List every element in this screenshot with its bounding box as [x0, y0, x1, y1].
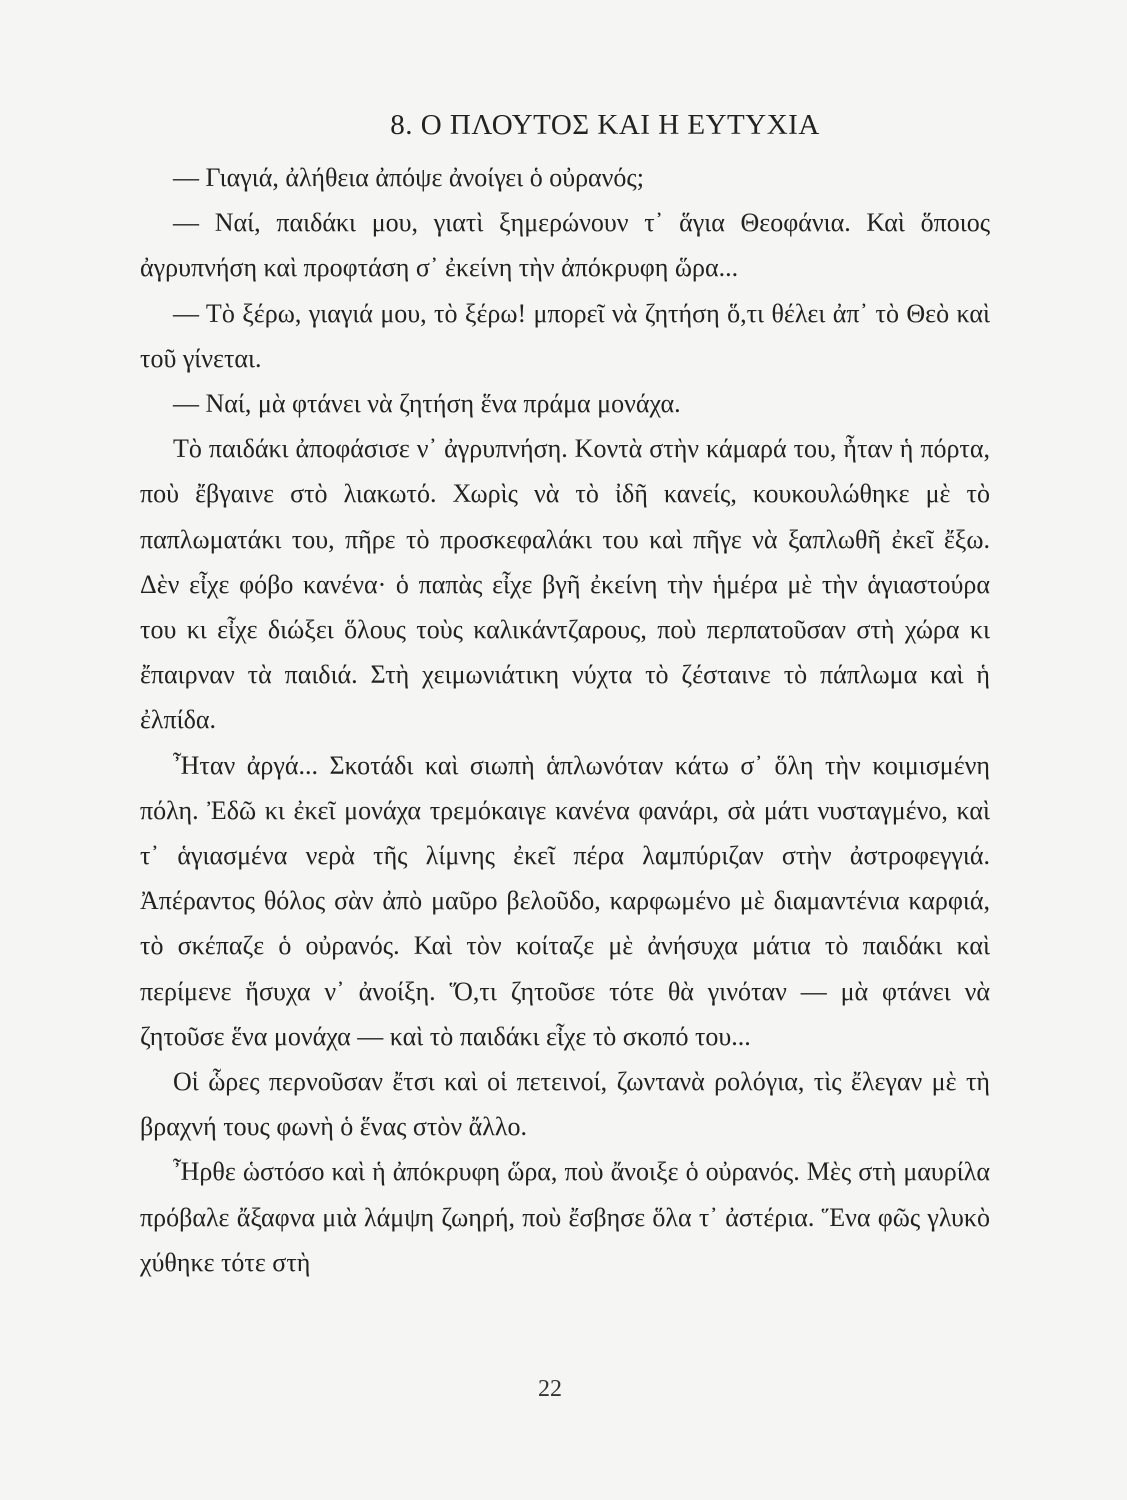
- chapter-title: 8. Ο ΠΛΟΥΤΟΣ ΚΑΙ Η ΕΥΤΥΧΙΑ: [390, 109, 820, 141]
- page-text-block: [140, 95, 990, 1285]
- paragraph: — Ναί, παιδάκι μου, γιατὶ ξημερώνουν τ᾽ ἅγια Θεοφάνια. Καὶ ὅποιος ἀγρυπνήση καὶ προφτάση σ᾽ ἐκείνη τὴν ἀπόκρυφη ὥρα...: [140, 208, 990, 283]
- paragraph: — Ναί, μὰ φτάνει νὰ ζητήση ἕνα πράμα μονάχα.: [173, 389, 681, 419]
- paragraph: Τὸ παιδάκι ἀποφάσισε ν᾽ ἀγρυπνήση. Κοντὰ στὴν κάμαρά του, ἦταν ἡ πόρτα, ποὺ ἔβγαινε στὸ λιακωτό. Χωρὶς νὰ τὸ ἰδῆ κανείς, κουκουλώθηκε μὲ τὸ παπλωματάκι του, πῆρε τὸ προσκεφαλάκι του καὶ πῆγε νὰ ξαπλωθῆ ἐκεῖ ἔξω. Δὲν εἶχε φόβο κανένα· ὁ παπὰς εἶχε βγῆ ἐκείνη τὴν ἡμέρα μὲ τὴν ἁγιαστούρα του κι εἶχε διώξει ὅλους τοὺς καλικάντζαρους, ποὺ περπατοῦσαν στὴ χώρα κι ἔπαιρναν τὰ παιδιά. Στὴ χειμωνιάτικη νύχτα τὸ ζέσταινε τὸ πάπλωμα καὶ ἡ ἐλπίδα.: [140, 434, 990, 735]
- paragraph: Οἱ ὧρες περνοῦσαν ἔτσι καὶ οἱ πετεινοί, ζωντανὰ ρολόγια, τὶς ἔλεγαν μὲ τὴ βραχνή τους φωνὴ ὁ ἕνας στὸν ἄλλο.: [140, 1067, 990, 1142]
- paragraph: Ἦταν ἀργά... Σκοτάδι καὶ σιωπὴ ἁπλωνόταν κάτω σ᾽ ὅλη τὴν κοιμισμένη πόλη. Ἐδῶ κι ἐκεῖ μονάχα τρεμόκαιγε κανένα φανάρι, σὰ μάτι νυσταγμένο, καὶ τ᾽ ἁγιασμένα νερὰ τῆς λίμνης ἐκεῖ πέρα λαμπύριζαν στὴν ἀστροφεγγιά. Ἀπέραντος θόλος σὰν ἀπὸ μαῦρο βελοῦδο, καρφωμένο μὲ διαμαντένια καρφιά, τὸ σκέπαζε ὁ οὐρανός. Καὶ τὸν κοίταζε μὲ ἀνήσυχα μάτια τὸ παιδάκι καὶ περίμενε ἥσυχα ν᾽ ἀνοίξη. Ὅ,τι ζητοῦσε τότε θὰ γινόταν — μὰ φτάνει νὰ ζητοῦσε ἕνα μονάχα — καὶ τὸ παιδάκι εἶχε τὸ σκοπό του...: [140, 750, 990, 1051]
- paragraph: — Γιαγιά, ἀλήθεια ἀπόψε ἀνοίγει ὁ οὐρανός;: [173, 163, 644, 192]
- paragraph: — Τὸ ξέρω, γιαγιά μου, τὸ ξέρω! μπορεῖ νὰ ζητήση ὅ,τι θέλει ἀπ᾽ τὸ Θεὸ καὶ τοῦ γίνεται.: [140, 298, 990, 373]
- paragraph: Ἦρθε ὡστόσο καὶ ἡ ἀπόκρυφη ὥρα, ποὺ ἄνοιξε ὁ οὐρανός. Μὲς στὴ μαυρίλα πρόβαλε ἄξαφνα μιὰ λάμψη ζωηρή, ποὺ ἔσβησε ὅλα τ᾽ ἀστέρια. Ἕνα φῶς γλυκὸ χύθηκε τότε στὴ: [140, 1157, 990, 1277]
- page-number: 22: [538, 1376, 562, 1402]
